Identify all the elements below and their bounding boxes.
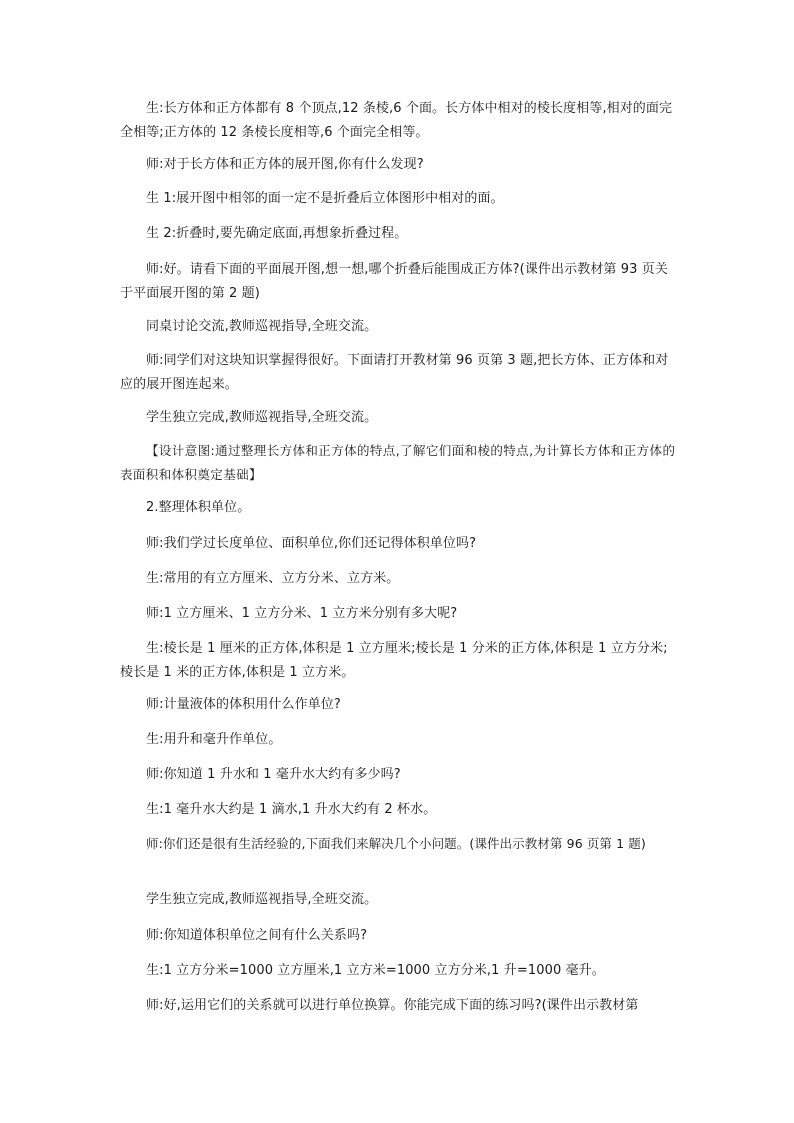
paragraph-19: 师:你们还是很有生活经验的,下面我们来解决几个小问题。(课件出示教材第 96 页第 1 题) bbox=[146, 836, 646, 851]
paragraph-23: 师:好,运用它们的关系就可以进行单位换算。你能完成下面的练习吗?(课件出示教材第 bbox=[146, 998, 639, 1013]
paragraph-3: 生 1:展开图中相邻的面一定不是折叠后立体图形中相对的面。 bbox=[146, 191, 504, 206]
paragraph-17: 师:你知道 1 升水和 1 毫升水大约有多少吗? bbox=[146, 767, 401, 782]
paragraph-12: 生:常用的有立方厘米、立方分米、立方米。 bbox=[146, 571, 400, 586]
paragraph-5: 师:好。请看下面的平面展开图,想一想,哪个折叠后能围成正方体?(课件出示教材第 93 页关于平面展开图的第 2 题) bbox=[120, 262, 668, 301]
paragraph-21: 师:你知道体积单位之间有什么关系吗? bbox=[146, 928, 368, 943]
paragraph-1: 生:长方体和正方体都有 8 个顶点,12 条棱,6 个面。长方体中相对的棱长度相等,相对的面完全相等;正方体的 12 条棱长度相等,6 个面完全相等。 bbox=[120, 101, 673, 140]
paragraph-15: 师:计量液体的体积用什么作单位? bbox=[146, 697, 341, 712]
paragraph-22: 生:1 立方分米=1000 立方厘米,1 立方米=1000 立方分米,1 升=1000 毫升。 bbox=[146, 963, 605, 978]
paragraph-7: 师:同学们对这块知识掌握得很好。下面请打开教材第 96 页第 3 题,把长方体、正方体和对应的展开图连起来。 bbox=[120, 353, 669, 392]
paragraph-20: 学生独立完成,教师巡视指导,全班交流。 bbox=[146, 892, 378, 907]
paragraph-18: 生:1 毫升水大约是 1 滴水,1 升水大约有 2 杯水。 bbox=[146, 802, 437, 817]
paragraph-14: 生:棱长是 1 厘米的正方体,体积是 1 立方厘米;棱长是 1 分米的正方体,体积是 1 立方分米;棱长是 1 米的正方体,体积是 1 立方米。 bbox=[120, 641, 668, 680]
design-intent-note: 【设计意图:通过整理长方体和正方体的特点,了解它们面和棱的特点,为计算长方体和正方体的表面积和体积奠定基础】 bbox=[120, 443, 676, 482]
paragraph-8: 学生独立完成,教师巡视指导,全班交流。 bbox=[146, 410, 378, 425]
paragraph-13: 师:1 立方厘米、1 立方分米、1 立方米分别有多大呢? bbox=[146, 606, 458, 621]
paragraph-6: 同桌讨论交流,教师巡视指导,全班交流。 bbox=[146, 319, 378, 334]
section-heading-volume-units: 2.整理体积单位。 bbox=[146, 500, 251, 515]
paragraph-2: 师:对于长方体和正方体的展开图,你有什么发现? bbox=[146, 157, 424, 172]
paragraph-4: 生 2:折叠时,要先确定底面,再想象折叠过程。 bbox=[146, 226, 408, 241]
paragraph-11: 师:我们学过长度单位、面积单位,你们还记得体积单位吗? bbox=[146, 536, 477, 551]
paragraph-16: 生:用升和毫升作单位。 bbox=[146, 732, 282, 747]
